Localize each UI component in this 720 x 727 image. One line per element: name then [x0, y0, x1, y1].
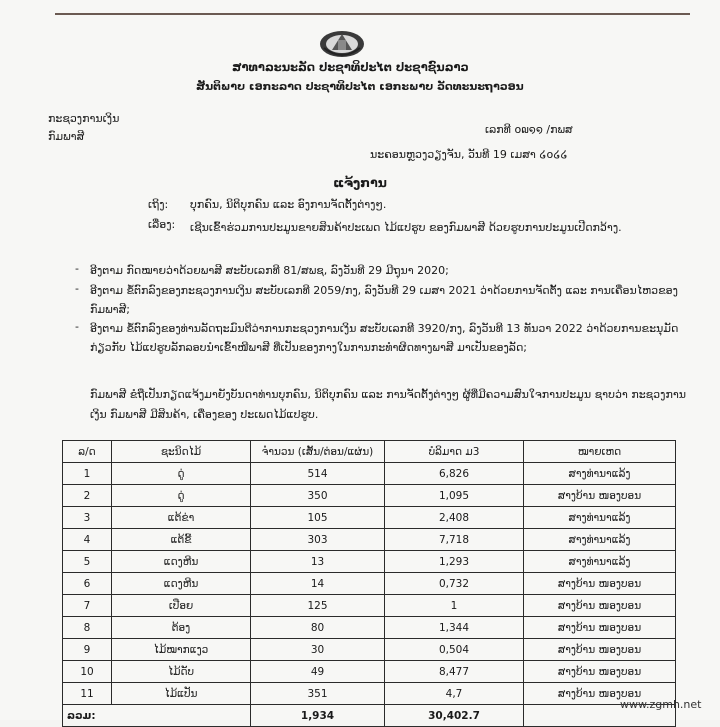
table-row: [63, 595, 676, 617]
remark: ສາງທ່ານາແລ້ງ: [524, 463, 676, 485]
table-row: [63, 661, 676, 683]
quantity: 303: [251, 529, 385, 551]
remark: ສາງບ້ານ ໜອງບອນ: [524, 485, 676, 507]
quantity: 125: [251, 595, 385, 617]
quantity: 49: [251, 661, 385, 683]
row-number: 3: [63, 507, 112, 529]
body-paragraph: ກົມພາສີ ຂໍຖືເປັນກຽດແຈ້ງມາຍັງບັນດາທ່ານບຸກຄົນ, ນິຕິບຸກຄົນ ແລະ ການຈັດຕັ້ງຕ່າງໆ ຜູ້ທີ່ມີຄວາມສົນໃຈການປະມູນ ຊາບວ່າ ກະຊວງການເງິນ ກົມພາສີ ມີສິນຄ້າ, ເຄື່ອງຂອງ ປະເພດໄມ້ແປຮູບ.: [90, 388, 686, 421]
table-row: [63, 639, 676, 661]
sender-ministry: ກະຊວງການເງິນ: [48, 112, 120, 125]
table-row: [63, 551, 676, 573]
quantity: 80: [251, 617, 385, 639]
table-row: [63, 529, 676, 551]
table-header-row: [63, 441, 676, 463]
col-header-volume: ບໍລິມາດ ມ3: [385, 441, 524, 463]
header-line-1: ສາທາລະນະລັດ ປະຊາທິປະໄຕ ປະຊາຊົນລາວ: [232, 60, 469, 74]
sender-department: ກົມພາສີ: [48, 130, 85, 143]
subject-text: ເຊີນເຂົ້າຮ່ວມການປະມູນຂາຍສິນຄ້າປະເພດ ໄມ້ແປຮູບ ຂອງກົມພາສີ ດ້ວຍຮູບການປະມູນເປີດກວ້າງ.: [190, 221, 622, 234]
remark: ສາງບ້ານ ໜອງບອນ: [524, 595, 676, 617]
row-number: 6: [63, 573, 112, 595]
quantity: 350: [251, 485, 385, 507]
bullet-dash: -: [75, 262, 79, 275]
subject-label: ເລື່ອງ:: [148, 218, 176, 231]
quantity: 14: [251, 573, 385, 595]
wood-type: ແຕ້ຂີ້: [112, 529, 251, 551]
wood-type: ໄມ້ດັບ: [112, 661, 251, 683]
col-header-remark: ໝາຍເຫດ: [524, 441, 676, 463]
table-row: [63, 485, 676, 507]
volume: 1: [385, 595, 524, 617]
wood-type: ດູ່: [112, 463, 251, 485]
col-header-no: ລ/ດ: [63, 441, 112, 463]
table-row: [63, 573, 676, 595]
row-number: 10: [63, 661, 112, 683]
remark: ສາງບ້ານ ໜອງບອນ: [524, 639, 676, 661]
remark: ສາງບ້ານ ໜອງບອນ: [524, 661, 676, 683]
reference-1: ອີງຕາມ ກົດໝາຍວ່າດ້ວຍພາສີ ສະບັບເລກທີ 81/ສພຊ, ລົງວັນທີ 29 ມີຖຸນາ 2020;: [90, 264, 449, 277]
wood-type: ເປືອຍ: [112, 595, 251, 617]
volume: 0,504: [385, 639, 524, 661]
volume: 0,732: [385, 573, 524, 595]
remark: ສາງທ່ານາແລ້ງ: [524, 551, 676, 573]
volume: 6,826: [385, 463, 524, 485]
volume: 1,293: [385, 551, 524, 573]
header-line-2: ສັນຕິພາບ ເອກະລາດ ປະຊາທິປະໄຕ ເອກະພາບ ວັດທະນະຖາວອນ: [196, 80, 524, 93]
row-number: 11: [63, 683, 112, 705]
document-date: ນະຄອນຫຼວງວຽງຈັນ, ວັນທີ 19 ເມສາ ໒໐໒໒: [370, 148, 568, 161]
row-number: 8: [63, 617, 112, 639]
bullet-dash: -: [75, 282, 79, 295]
wood-type: ໄມ້ແປັນ: [112, 683, 251, 705]
table-row: [63, 463, 676, 485]
row-number: 2: [63, 485, 112, 507]
volume: 7,718: [385, 529, 524, 551]
bullet-dash: -: [75, 320, 79, 333]
table-row: [63, 507, 676, 529]
document-number: ເລກທີ ໐໙໑໑ /ກພສ: [485, 123, 573, 136]
wood-type: ແດງຫີນ: [112, 573, 251, 595]
row-number: 7: [63, 595, 112, 617]
total-count: 1,934: [251, 705, 385, 727]
table-row: [63, 683, 676, 705]
total-label: ລວມ:: [63, 705, 251, 727]
remark: ສາງທ່ານາແລ້ງ: [524, 507, 676, 529]
row-number: 4: [63, 529, 112, 551]
reference-2: ອີງຕາມ ຂໍ້ຕົກລົງຂອງກະຊວງການເງິນ ສະບັບເລກທີ 2059/ກງ, ລົງວັນທີ 29 ເມສາ 2021 ວ່າດ້ວຍການຈັດຕັ້ງ ແລະ ການເຄື່ອນໄຫວຂອງກົມພາສີ;: [90, 284, 678, 316]
row-number: 5: [63, 551, 112, 573]
top-border-line: [55, 13, 690, 15]
volume: 2,408: [385, 507, 524, 529]
reference-3: ອີງຕາມ ຂໍ້ຕົກລົງຂອງທ່ານລັດຖະມົນຕີວ່າການກະຊວງການເງິນ ສະບັບເລກທີ 3920/ກງ, ລົງວັນທີ 13 ທັນວາ 2022 ວ່າດ້ວຍການຂະນຸມັດກ່ຽວກັບ ໄມ້ແປຮູບລັກລອບນໍາເຂົ້າໜີພາສີ ທີ່ເປັນຂອງກາງໃນການກະທໍາຜິດທາງພາສີ ມາເປັນຂອງລັດ;: [90, 322, 679, 354]
volume: 1,095: [385, 485, 524, 507]
watermark: www.zgmh.net: [620, 698, 702, 711]
wood-type: ດູ່: [112, 485, 251, 507]
col-header-quantity: ຈໍານວນ (ເສັ້ນ/ຕ່ອນ/ແຜ່ນ): [251, 441, 385, 463]
table-total-row: [63, 705, 676, 727]
remark: ສາງທ່ານາແລ້ງ: [524, 529, 676, 551]
volume: 1,344: [385, 617, 524, 639]
quantity: 105: [251, 507, 385, 529]
row-number: 1: [63, 463, 112, 485]
quantity: 30: [251, 639, 385, 661]
quantity: 351: [251, 683, 385, 705]
remark: ສາງບ້ານ ໜອງບອນ: [524, 683, 676, 705]
to-label: ເຖິງ:: [148, 198, 169, 211]
quantity: 514: [251, 463, 385, 485]
remark: ສາງບ້ານ ໜອງບອນ: [524, 617, 676, 639]
total-volume: 30,402.7: [385, 705, 524, 727]
remark: ສາງບ້ານ ໜອງບອນ: [524, 573, 676, 595]
national-emblem-icon: [318, 28, 366, 58]
volume: 8,477: [385, 661, 524, 683]
row-number: 9: [63, 639, 112, 661]
wood-type: ແດງຫີນ: [112, 551, 251, 573]
wood-type: ຕ້ອງ: [112, 617, 251, 639]
volume: 4,7: [385, 683, 524, 705]
wood-type: ໄມ້ໝາກແງວ: [112, 639, 251, 661]
col-header-wood-type: ຊະນິດໄມ້: [112, 441, 251, 463]
to-text: ບຸກຄົນ, ນິຕິບຸກຄົນ ແລະ ອົງການຈັດຕັ້ງຕ່າງໆ.: [190, 198, 387, 211]
table-row: [63, 617, 676, 639]
quantity: 13: [251, 551, 385, 573]
wood-type: ແຕ້ຂ່າ: [112, 507, 251, 529]
document-title: ແຈ້ງການ: [333, 175, 387, 190]
timber-table: [62, 440, 676, 727]
